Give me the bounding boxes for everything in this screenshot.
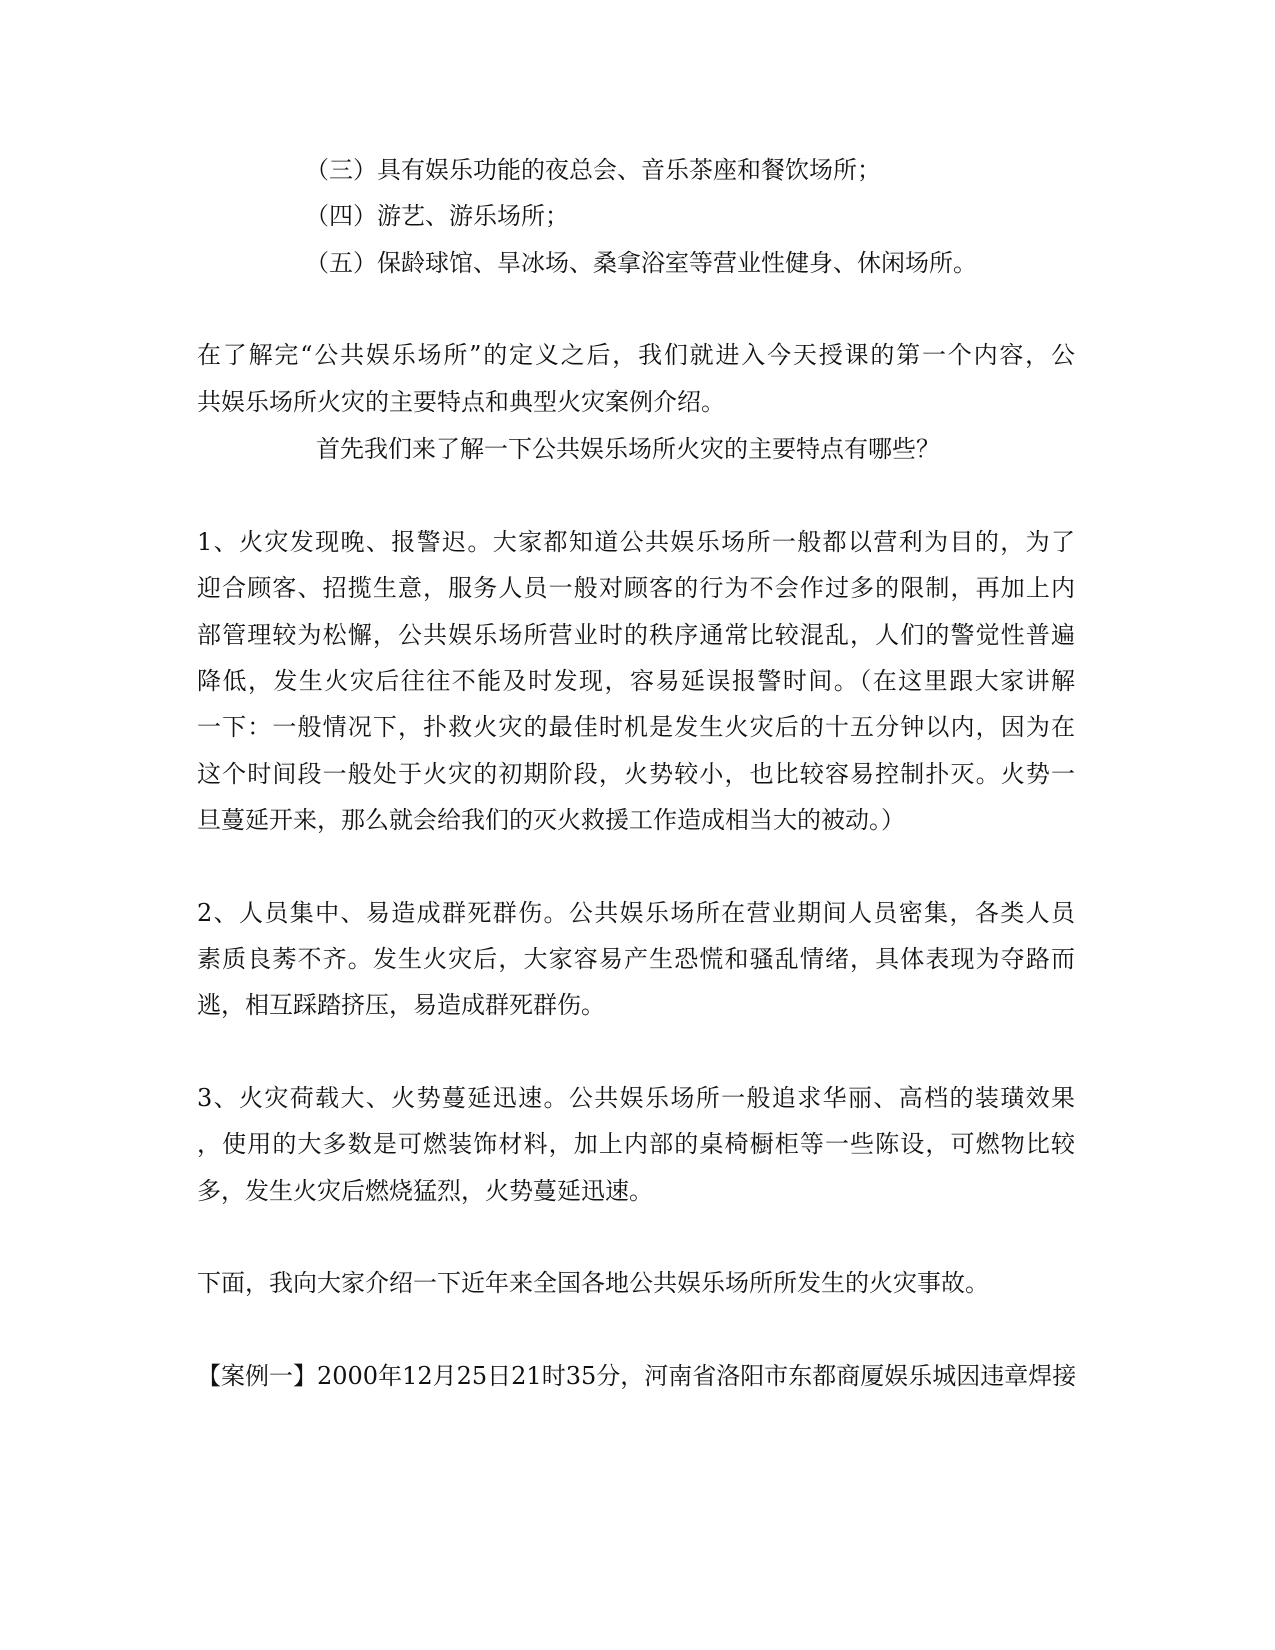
point1-line-2: 迎合顾客、招揽生意，服务人员一般对顾客的行为不会作过多的限制，再加上内 — [197, 574, 1075, 602]
point3-line-2: ，使用的大多数是可燃装饰材料，加上内部的桌椅橱柜等一些陈设，可燃物比较 — [197, 1130, 1075, 1158]
point1-line-6: 这个时间段一般处于火灾的初期阶段，火势较小，也比较容易控制扑灭。火势一 — [197, 760, 1075, 788]
point2-line-1: 2、人员集中、易造成群死群伤。公共娱乐场所在营业期间人员密集，各类人员 — [197, 899, 1075, 927]
point1-line-7: 旦蔓延开来，那么就会给我们的灭火救援工作造成相当大的被动。） — [197, 806, 905, 834]
point2-line-3: 逃，相互踩踏挤压，易造成群死群伤。 — [197, 991, 605, 1019]
question-line: 首先我们来了解一下公共娱乐场所火灾的主要特点有哪些？ — [316, 435, 940, 463]
point2-line-2: 素质良莠不齐。发生火灾后，大家容易产生恐慌和骚乱情绪，具体表现为夺路而 — [197, 945, 1075, 973]
intro-line-2: 共娱乐场所火灾的主要特点和典型火灾案例介绍。 — [197, 388, 725, 416]
list-item-3: （三）具有娱乐功能的夜总会、音乐茶座和餐饮场所； — [305, 156, 881, 184]
point1-line-4: 降低，发生火灾后往往不能及时发现，容易延误报警时间。（在这里跟大家讲解 — [197, 667, 1075, 695]
point3-line-1: 3、火灾荷载大、火势蔓延迅速。公共娱乐场所一般追求华丽、高档的装璜效果 — [197, 1084, 1075, 1112]
transition-line: 下面，我向大家介绍一下近年来全国各地公共娱乐场所所发生的火灾事故。 — [197, 1269, 989, 1297]
list-item-4: （四）游艺、游乐场所； — [305, 202, 569, 230]
intro-line-1: 在了解完“公共娱乐场所”的定义之后，我们就进入今天授课的第一个内容，公 — [197, 341, 1075, 369]
point1-line-3: 部管理较为松懈，公共娱乐场所营业时的秩序通常比较混乱，人们的警觉性普遍 — [197, 621, 1075, 649]
point3-line-3: 多，发生火灾后燃烧猛烈，火势蔓延迅速。 — [197, 1177, 653, 1205]
case1-line: 【案例一】2000年12月25日21时35分，河南省洛阳市东都商厦娱乐城因违章焊接 — [197, 1362, 1077, 1390]
list-item-5: （五）保龄球馆、旱冰场、桑拿浴室等营业性健身、休闲场所。 — [305, 249, 977, 277]
point1-line-5: 一下：一般情况下，扑救火灾的最佳时机是发生火灾后的十五分钟以内，因为在 — [197, 713, 1075, 741]
point1-line-1: 1、火灾发现晚、报警迟。大家都知道公共娱乐场所一般都以营利为目的，为了 — [197, 528, 1075, 556]
